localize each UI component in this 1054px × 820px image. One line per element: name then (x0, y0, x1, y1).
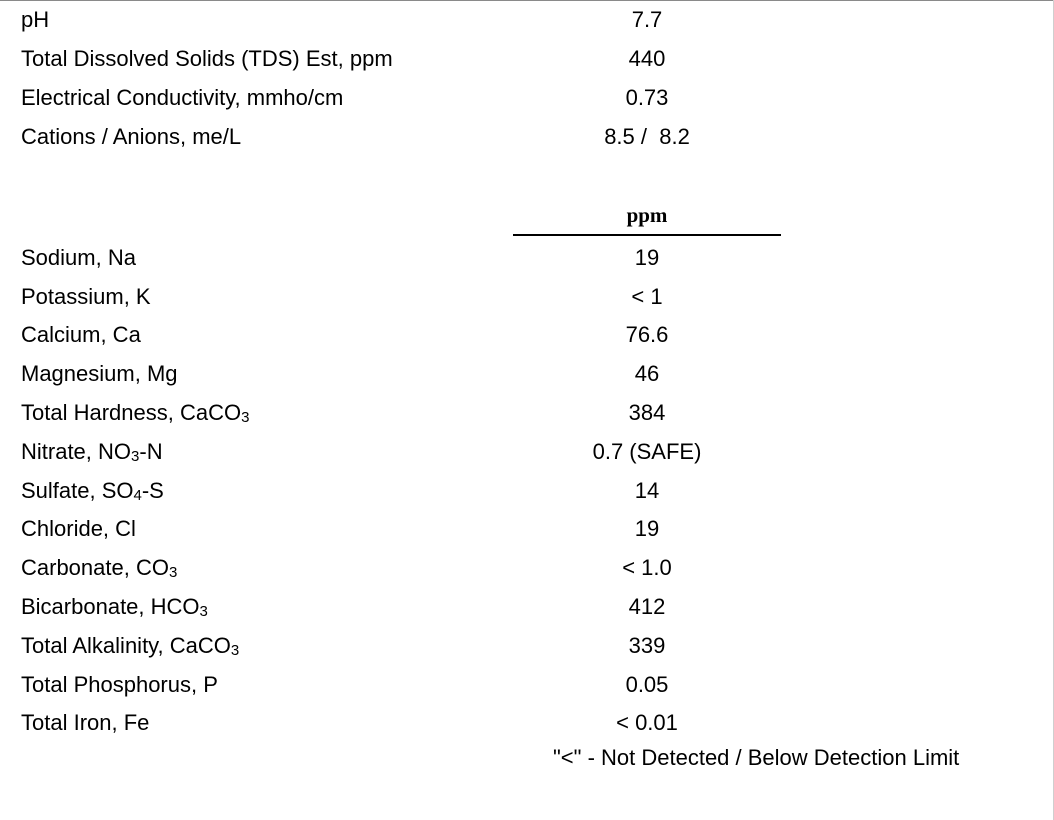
analyte-row-total-hardness (0, 397, 1054, 429)
analyte-row-total-alkalinity (0, 630, 1054, 662)
detection-limit-footnote: "<" - Not Detected / Below Detection Limit (553, 745, 960, 770)
ppm-header-underline (513, 234, 781, 236)
row-label (21, 630, 239, 662)
label-text: Nitrate, NO (21, 439, 132, 464)
label-text: Total Hardness, CaCO (21, 400, 242, 425)
row-label: Magnesium, Mg (21, 361, 178, 386)
row-label (21, 475, 164, 507)
analyte-row-magnesium (0, 358, 1054, 390)
row-value: 412 (628, 594, 666, 619)
label-text: Bicarbonate, HCO (21, 594, 200, 619)
analyte-row-carbonate (0, 552, 1054, 584)
row-label (21, 397, 249, 429)
label-subscript: 3 (168, 564, 178, 581)
label-subscript: 3 (241, 409, 250, 426)
analyte-row-total-phosphorus (0, 669, 1054, 701)
analyte-row-nitrate (0, 436, 1054, 468)
row-value: 8.5 / 8.2 (604, 124, 690, 149)
label-subscript: 3 (131, 448, 140, 465)
summary-row-tds (0, 43, 1054, 75)
row-value: 19 (634, 516, 660, 541)
row-value: 339 (628, 633, 666, 658)
row-value: < 1 (631, 284, 663, 309)
analyte-row-sulfate (0, 475, 1054, 507)
row-label (21, 552, 177, 584)
ppm-column-header: ppm (626, 203, 668, 227)
row-label (21, 591, 208, 623)
row-label: Potassium, K (21, 284, 151, 309)
analyte-row-sodium (0, 242, 1054, 274)
row-value: 440 (628, 46, 666, 71)
row-label: Chloride, Cl (21, 516, 136, 541)
row-value: 384 (628, 400, 666, 425)
label-suffix: -S (141, 478, 164, 503)
row-label (21, 436, 163, 468)
analyte-row-total-iron (0, 707, 1054, 739)
label-suffix: -N (139, 439, 163, 464)
label-subscript: 3 (199, 603, 208, 620)
summary-row-conductivity (0, 82, 1054, 114)
row-value: 7.7 (631, 7, 663, 32)
analyte-row-chloride (0, 513, 1054, 545)
row-value: < 1.0 (622, 555, 672, 580)
row-value: 0.73 (625, 85, 669, 110)
label-subscript: 3 (230, 642, 240, 659)
summary-row-cations-anions (0, 121, 1054, 153)
row-label: Calcium, Ca (21, 322, 141, 347)
row-value: < 0.01 (616, 710, 678, 735)
row-label: pH (21, 7, 50, 32)
analyte-row-bicarbonate (0, 591, 1054, 623)
row-value: 0.05 (625, 672, 669, 697)
row-label: Total Dissolved Solids (TDS) Est, ppm (21, 46, 393, 71)
row-label: Electrical Conductivity, mmho/cm (21, 85, 344, 110)
label-text: Sulfate, SO (21, 478, 134, 503)
label-text: Total Alkalinity, CaCO (21, 633, 231, 658)
label-text: Carbonate, CO (21, 555, 169, 580)
summary-row-ph (0, 4, 1054, 36)
row-value: 19 (634, 245, 660, 270)
row-label: Total Iron, Fe (21, 710, 150, 735)
row-value: 76.6 (625, 322, 669, 347)
analyte-row-calcium (0, 319, 1054, 351)
row-label: Total Phosphorus, P (21, 672, 218, 697)
row-value: 46 (634, 361, 660, 386)
top-border-line (0, 0, 1054, 1)
row-value: 0.7 (SAFE) (592, 439, 702, 464)
label-subscript: 4 (133, 487, 142, 504)
row-label: Sodium, Na (21, 245, 136, 270)
analyte-row-potassium (0, 281, 1054, 313)
row-label: Cations / Anions, me/L (21, 124, 242, 149)
row-value: 14 (634, 478, 660, 503)
